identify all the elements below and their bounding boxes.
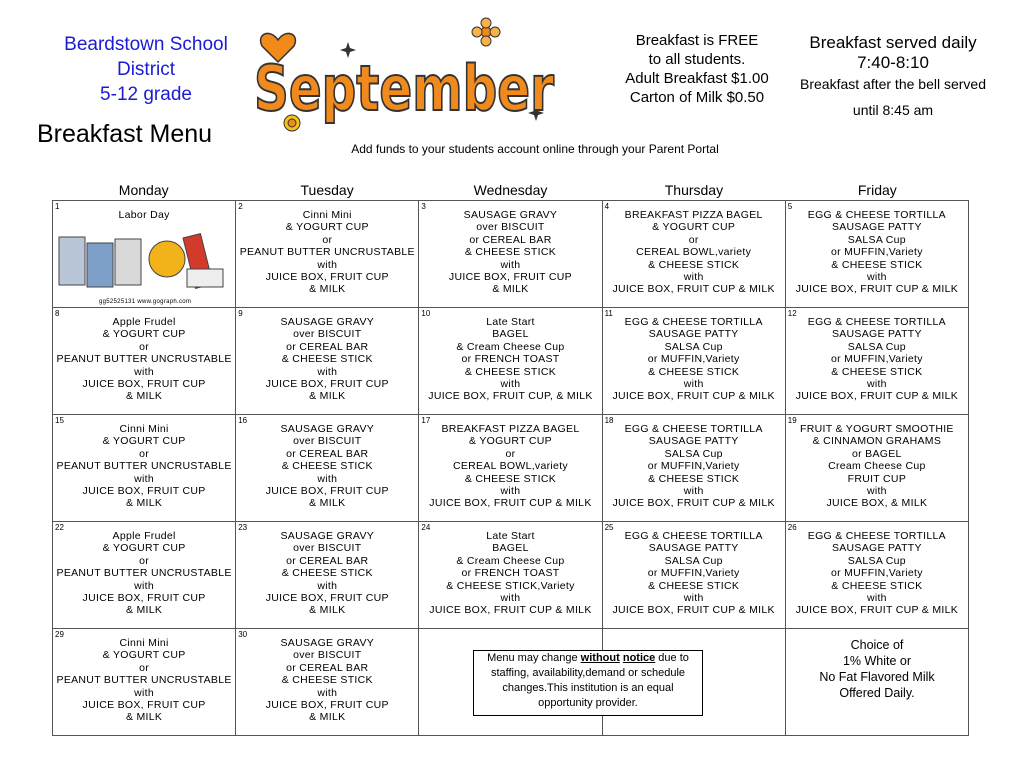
pricing-line: Adult Breakfast $1.00 — [625, 70, 769, 87]
menu-line: with — [866, 271, 887, 284]
menu-line: SAUSAGE PATTY — [648, 328, 739, 341]
date-number: 10 — [421, 309, 431, 318]
date-number: 19 — [787, 416, 797, 425]
menu-line: SALSA Cup — [847, 340, 906, 353]
milk-line: 1% White or — [842, 654, 912, 668]
menu-line: & CINNAMON GRAHAMS — [812, 435, 942, 448]
menu-items — [603, 201, 785, 296]
menu-line: or MUFFIN,Variety — [647, 353, 740, 366]
date-number: 29 — [55, 630, 64, 639]
date-number: 12 — [787, 309, 797, 318]
menu-line: PEANUT BUTTER UNCRUSTABLE — [56, 353, 232, 366]
day-header: Tuesday — [300, 182, 354, 198]
menu-line: Apple Frudel — [112, 530, 176, 542]
menu-line: or — [139, 447, 150, 460]
menu-line: PEANUT BUTTER UNCRUSTABLE — [56, 674, 232, 687]
served-daily: Breakfast served daily — [809, 33, 977, 52]
date-number: 1 — [55, 202, 60, 211]
menu-items — [786, 415, 968, 510]
menu-line: SAUSAGE GRAVY — [280, 423, 375, 435]
date-number: 30 — [238, 630, 248, 639]
date-number: 25 — [604, 523, 614, 532]
menu-items — [419, 201, 601, 296]
menu-line: with — [683, 592, 704, 605]
menu-line: JUICE BOX, FRUIT CUP — [265, 485, 389, 498]
menu-line: & CHEESE STICK — [281, 674, 373, 687]
date-number: 5 — [787, 202, 793, 211]
menu-line: with — [134, 365, 155, 378]
menu-line: BREAKFAST PIZZA BAGEL — [441, 423, 580, 435]
menu-line: with — [317, 686, 338, 699]
day-cell — [602, 308, 785, 415]
menu-line: JUICE BOX, FRUIT CUP & MILK — [612, 604, 775, 617]
menu-line: & CHEESE STICK — [464, 246, 557, 259]
menu-line: or MUFFIN,Variety — [830, 246, 923, 259]
menu-line: & MILK — [309, 390, 346, 403]
day-cell — [53, 629, 236, 736]
menu-line: Cinni Mini — [119, 637, 169, 649]
menu-line: & Cream Cheese Cup — [456, 340, 565, 353]
menu-line: & CHEESE STICK — [648, 472, 740, 485]
menu-line: SAUSAGE PATTY — [831, 221, 922, 234]
school-name — [22, 32, 270, 107]
menu-line: CEREAL BOWL,variety — [452, 460, 568, 473]
menu-line: with — [500, 592, 521, 605]
menu-line: EGG & CHEESE TORTILLA — [624, 423, 763, 435]
menu-items — [786, 201, 968, 296]
day-cell — [785, 522, 968, 629]
menu-line: or — [505, 447, 516, 460]
menu-line: & YOGURT CUP — [102, 328, 186, 341]
flower-icon — [472, 18, 500, 46]
menu-line: JUICE BOX, FRUIT CUP — [448, 271, 572, 284]
menu-line: over BISCUIT — [293, 435, 362, 448]
menu-line: & YOGURT CUP — [652, 221, 736, 234]
day-header: Thursday — [664, 182, 724, 198]
menu-line: SALSA Cup — [847, 233, 906, 246]
menu-line: JUICE BOX, FRUIT CUP — [265, 271, 389, 284]
menu-line: BAGEL — [492, 328, 529, 341]
menu-line: PEANUT BUTTER UNCRUSTABLE — [239, 246, 415, 259]
week-row — [53, 201, 969, 308]
menu-line: with — [134, 472, 155, 485]
day-cell — [602, 522, 785, 629]
menu-line: Apple Frudel — [112, 316, 176, 328]
menu-line: JUICE BOX, FRUIT CUP — [265, 699, 389, 712]
menu-items — [53, 308, 235, 403]
milk-choice — [785, 637, 969, 701]
day-cell — [236, 201, 419, 308]
day-cell — [53, 415, 236, 522]
date-number: 18 — [604, 416, 614, 425]
menu-line: JUICE BOX, FRUIT CUP & MILK — [795, 283, 959, 296]
notice-box — [473, 650, 703, 716]
menu-line: JUICE BOX, FRUIT CUP — [82, 378, 206, 391]
menu-line: SAUSAGE GRAVY — [280, 316, 375, 328]
menu-line: SALSA Cup — [664, 340, 723, 353]
menu-line: & MILK — [125, 497, 163, 510]
menu-line: JUICE BOX, FRUIT CUP — [265, 592, 389, 605]
menu-line: & YOGURT CUP — [468, 435, 552, 448]
menu-line: with — [866, 485, 887, 498]
menu-line: JUICE BOX, FRUIT CUP & MILK — [612, 497, 775, 510]
menu-line: with — [317, 579, 338, 592]
menu-items — [236, 201, 418, 296]
date-number: 23 — [238, 523, 248, 532]
day-cell — [236, 415, 419, 522]
date-number: 2 — [238, 202, 243, 211]
notice-emphasis: without — [580, 652, 620, 664]
menu-items — [236, 308, 418, 403]
menu-line: & MILK — [125, 711, 163, 724]
ball-icon — [149, 241, 185, 277]
menu-line: with — [866, 378, 887, 391]
day-cell — [419, 308, 602, 415]
menu-line: & MILK — [125, 604, 163, 617]
menu-line: or — [139, 554, 150, 567]
menu-items — [603, 629, 785, 637]
menu-line: & MILK — [309, 497, 346, 510]
menu-line: JUICE BOX, FRUIT CUP — [265, 378, 389, 391]
date-number: 24 — [421, 523, 431, 532]
day-cell — [602, 201, 785, 308]
menu-items — [603, 522, 785, 617]
menu-line: & YOGURT CUP — [102, 649, 186, 662]
day-cell — [419, 522, 602, 629]
menu-line: EGG & CHEESE TORTILLA — [807, 316, 946, 328]
day-cell — [785, 415, 968, 522]
menu-line: or MUFFIN,Variety — [647, 567, 740, 580]
day-cell — [236, 308, 419, 415]
menu-line: with — [683, 485, 704, 498]
menu-line: & MILK — [125, 390, 163, 403]
menu-line: with — [500, 378, 521, 391]
menu-line: or CEREAL BAR — [286, 340, 369, 353]
menu-line: Cinni Mini — [119, 423, 169, 435]
menu-line: & CHEESE STICK — [464, 472, 557, 485]
menu-line: or CEREAL BAR — [286, 447, 369, 460]
menu-line: over BISCUIT — [293, 328, 362, 341]
pricing-line: Carton of Milk $0.50 — [629, 89, 765, 106]
menu-line: or MUFFIN,Variety — [830, 353, 923, 366]
menu-line: SAUSAGE PATTY — [648, 435, 739, 448]
milk-line: Choice of — [850, 638, 904, 652]
menu-line: & Cream Cheese Cup — [456, 554, 565, 567]
day-cell — [602, 415, 785, 522]
day-cell — [785, 201, 968, 308]
notice-text: Menu may change — [487, 652, 581, 664]
menu-line: BREAKFAST PIZZA BAGEL — [624, 209, 763, 221]
menu-line: with — [317, 365, 338, 378]
menu-line: or FRENCH TOAST — [461, 353, 560, 366]
menu-line: & CHEESE STICK — [648, 579, 740, 592]
date-number: 22 — [55, 523, 64, 532]
art-caption: gg52525131 www.gograph.com — [99, 299, 192, 305]
pricing-line: Breakfast is FREE — [635, 32, 759, 49]
menu-items — [786, 629, 968, 637]
served-time: 7:40-8:10 — [857, 53, 929, 72]
day-cell — [236, 522, 419, 629]
day-cell — [785, 308, 968, 415]
menu-line: or FRENCH TOAST — [461, 567, 560, 580]
menu-line: JUICE BOX, FRUIT CUP, & MILK — [428, 390, 593, 403]
menu-line: with — [683, 271, 704, 284]
menu-items — [236, 522, 418, 617]
date-number: 26 — [787, 523, 797, 532]
menu-line: with — [134, 686, 155, 699]
menu-line: JUICE BOX, FRUIT CUP & MILK — [429, 497, 592, 510]
menu-line: Late Start — [486, 316, 535, 328]
menu-line: or BAGEL — [852, 447, 902, 460]
menu-items — [419, 522, 601, 617]
day-header: Friday — [857, 182, 897, 198]
menu-line: JUICE BOX, FRUIT CUP & MILK — [612, 283, 775, 296]
logo-text: September — [254, 52, 555, 125]
menu-line: over BISCUIT — [476, 221, 545, 234]
menu-items — [786, 308, 968, 403]
day-cell — [53, 522, 236, 629]
menu-line: over BISCUIT — [293, 542, 362, 555]
day-cell — [53, 201, 236, 308]
menu-line: & CHEESE STICK — [281, 353, 373, 366]
menu-line: JUICE BOX, FRUIT CUP & MILK — [429, 604, 592, 617]
menu-line: & MILK — [309, 604, 346, 617]
school-line: Beardstown School — [64, 34, 228, 55]
menu-line: SAUSAGE PATTY — [831, 542, 922, 555]
menu-line: EGG & CHEESE TORTILLA — [807, 530, 946, 542]
milk-line: Offered Daily. — [839, 686, 915, 700]
menu-line: JUICE BOX, FRUIT CUP & MILK — [795, 390, 959, 403]
menu-line: & CHEESE STICK — [648, 365, 740, 378]
menu-line: SAUSAGE PATTY — [648, 542, 739, 555]
date-number: 3 — [421, 202, 426, 211]
date-number: 11 — [604, 309, 613, 318]
menu-line: SAUSAGE GRAVY — [280, 530, 375, 542]
menu-line: & CHEESE STICK,Variety — [446, 579, 575, 592]
day-header: Wednesday — [473, 182, 548, 198]
menu-line: with — [134, 579, 155, 592]
menu-items — [603, 415, 785, 510]
day-cell — [419, 201, 602, 308]
menu-line: SALSA Cup — [847, 554, 906, 567]
menu-line: PEANUT BUTTER UNCRUSTABLE — [56, 567, 232, 580]
menu-items — [236, 629, 418, 724]
after-bell-until: until 8:45 am — [852, 102, 934, 118]
week-row — [53, 522, 969, 629]
menu-line: or — [322, 233, 333, 246]
menu-line: & MILK — [309, 711, 346, 724]
menu-line: JUICE BOX, & MILK — [826, 497, 928, 510]
menu-items — [786, 522, 968, 617]
menu-items — [419, 308, 601, 403]
menu-line: or CEREAL BAR — [286, 554, 369, 567]
after-bell-note: Breakfast after the bell served — [800, 76, 986, 92]
parent-portal-note: Add funds to your students account online through your Parent Portal — [351, 142, 719, 156]
menu-line: & YOGURT CUP — [102, 435, 186, 448]
menu-line: with — [866, 592, 887, 605]
menu-line: & CHEESE STICK — [831, 258, 923, 271]
menu-line: BAGEL — [492, 542, 529, 555]
menu-line: Labor Day — [118, 209, 170, 221]
date-number: 15 — [55, 416, 64, 425]
labor-day-graphic — [59, 229, 229, 305]
menu-line: with — [683, 378, 704, 391]
menu-line: SAUSAGE GRAVY — [280, 637, 375, 649]
menu-line: over BISCUIT — [293, 649, 362, 662]
pricing-info — [608, 31, 786, 107]
menu-items — [419, 629, 601, 637]
menu-line: & MILK — [309, 283, 346, 296]
menu-line: SALSA Cup — [664, 447, 723, 460]
menu-line: EGG & CHEESE TORTILLA — [807, 209, 946, 221]
day-cell — [53, 308, 236, 415]
menu-line: with — [500, 258, 521, 271]
school-line: District — [116, 59, 176, 80]
menu-items — [236, 415, 418, 510]
menu-line: with — [500, 485, 521, 498]
notice-emphasis: notice — [622, 652, 656, 664]
menu-line: or MUFFIN,Variety — [647, 460, 740, 473]
menu-line: with — [317, 472, 338, 485]
menu-items — [53, 522, 235, 617]
menu-line: FRUIT CUP — [847, 472, 907, 485]
week-row — [53, 415, 969, 522]
serving-times — [788, 33, 998, 125]
menu-line: or MUFFIN,Variety — [830, 567, 923, 580]
menu-line: Late Start — [486, 530, 535, 542]
menu-line: SAUSAGE PATTY — [831, 328, 922, 341]
menu-line: & CHEESE STICK — [648, 258, 740, 271]
menu-line: JUICE BOX, FRUIT CUP & MILK — [612, 390, 775, 403]
menu-line: JUICE BOX, FRUIT CUP & MILK — [795, 604, 959, 617]
menu-line: & CHEESE STICK — [281, 567, 373, 580]
day-cell — [236, 629, 419, 736]
menu-line: with — [317, 258, 338, 271]
menu-line: & CHEESE STICK — [281, 460, 373, 473]
date-number: 17 — [421, 416, 431, 425]
date-number: 16 — [238, 416, 248, 425]
day-headers — [52, 182, 969, 200]
notice-text: due to staffing, availability,demand or schedule changes.This institution is an equal opportunity provider. — [490, 652, 689, 709]
menu-line: & CHEESE STICK — [831, 579, 923, 592]
menu-line: JUICE BOX, FRUIT CUP — [82, 485, 206, 498]
school-line: 5-12 grade — [100, 84, 192, 105]
menu-line: or — [688, 233, 699, 246]
menu-items — [53, 415, 235, 510]
menu-line: & CHEESE STICK — [831, 365, 923, 378]
menu-line: & MILK — [492, 283, 529, 296]
menu-line: Cinni Mini — [302, 209, 352, 221]
menu-line: CEREAL BOWL,variety — [636, 246, 752, 259]
date-number: 8 — [55, 309, 60, 318]
menu-line: JUICE BOX, FRUIT CUP — [82, 699, 206, 712]
date-number: 4 — [604, 202, 610, 211]
menu-line: or — [139, 340, 150, 353]
day-cell — [419, 415, 602, 522]
pricing-line: to all students. — [648, 51, 746, 68]
menu-line: or CEREAL BAR — [469, 233, 552, 246]
menu-line: or CEREAL BAR — [286, 661, 369, 674]
week-row — [53, 308, 969, 415]
menu-items — [53, 201, 235, 221]
menu-items — [603, 308, 785, 403]
menu-line: Cream Cheese Cup — [828, 460, 926, 473]
milk-line: No Fat Flavored Milk — [819, 670, 935, 684]
page-title: Breakfast Menu — [37, 120, 213, 148]
menu-line: EGG & CHEESE TORTILLA — [624, 316, 763, 328]
day-header: Monday — [118, 182, 169, 198]
menu-line: JUICE BOX, FRUIT CUP — [82, 592, 206, 605]
september-logo — [240, 18, 570, 143]
menu-line: SAUSAGE GRAVY — [463, 209, 558, 221]
menu-line: & YOGURT CUP — [102, 542, 186, 555]
menu-items — [53, 629, 235, 724]
menu-line: or — [139, 661, 150, 674]
menu-line: FRUIT & YOGURT SMOOTHIE — [800, 423, 954, 435]
date-number: 9 — [238, 309, 243, 318]
menu-line: & YOGURT CUP — [285, 221, 369, 234]
menu-line: & CHEESE STICK — [464, 365, 557, 378]
menu-line: SALSA Cup — [664, 554, 723, 567]
menu-line: EGG & CHEESE TORTILLA — [624, 530, 763, 542]
menu-items — [419, 415, 601, 510]
menu-line: PEANUT BUTTER UNCRUSTABLE — [56, 460, 232, 473]
